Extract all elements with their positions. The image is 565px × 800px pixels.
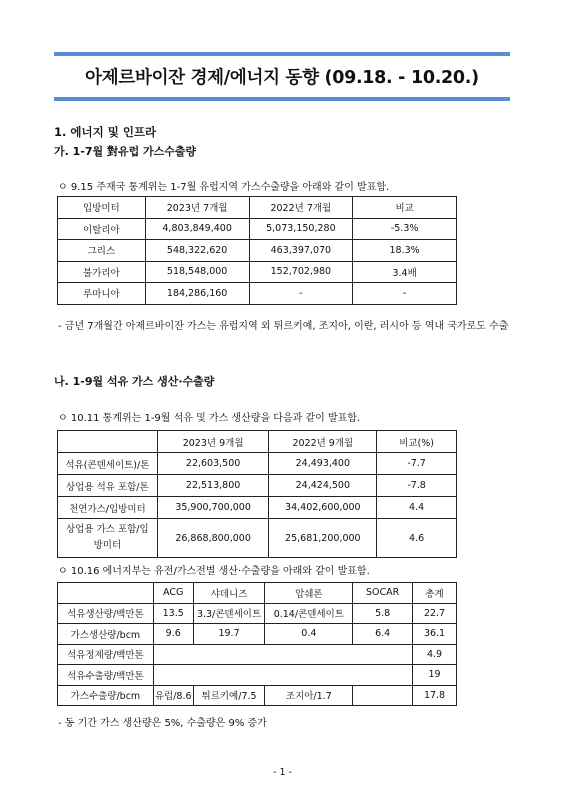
table-cell: 548,322,620 <box>145 240 249 262</box>
table-header-row <box>58 431 457 453</box>
field-production-table <box>57 582 457 706</box>
table-cell: 3.4배 <box>353 261 457 283</box>
table-cell: 불가리아 <box>58 261 146 283</box>
table-header-cell: 총계 <box>413 583 457 604</box>
table-cell: 그리스 <box>58 240 146 262</box>
table-header-cell <box>58 583 154 604</box>
note-gas-export-other: - 금년 7개월간 아제르바이잔 가스는 유럽지역 외 튀르키예, 조지아, 이란, 러시아 등 역내 국가로도 수출 <box>58 321 509 332</box>
table-header-cell: 압쉐론 <box>265 583 353 604</box>
table-header-cell <box>58 431 158 453</box>
table-cell: 5,073,150,280 <box>249 218 353 240</box>
table-cell: 4.9 <box>413 644 457 665</box>
table-cell: 152,702,980 <box>249 261 353 283</box>
table-cell: 22,603,500 <box>157 453 269 475</box>
table-row <box>58 519 457 558</box>
table-cell: 463,397,070 <box>249 240 353 262</box>
table-header-cell: 2022년 9개월 <box>269 431 377 453</box>
gas-export-table <box>57 196 457 305</box>
table-cell: 22.7 <box>413 603 457 624</box>
table-header-row <box>58 197 457 219</box>
title-top-rule <box>54 52 510 56</box>
table-cell: 0.4 <box>265 624 353 645</box>
table-row <box>58 218 457 240</box>
table-header-cell: 비교(%) <box>377 431 457 453</box>
table-cell: 석유수출량/백만톤 <box>58 665 154 686</box>
table-row <box>58 497 457 519</box>
table-cell: 4.4 <box>377 497 457 519</box>
table-cell: 상업용 석유 포함/톤 <box>58 475 158 497</box>
table-cell: -7.7 <box>377 453 457 475</box>
table-header-cell: 비교 <box>353 197 457 219</box>
page-title: 아제르바이잔 경제/에너지 동향 (09.18. - 10.20.) <box>85 68 479 88</box>
table-cell: 석유생산량/백만톤 <box>58 603 154 624</box>
table-row <box>58 283 457 305</box>
table-row <box>58 685 457 706</box>
table-cell: 이탈리아 <box>58 218 146 240</box>
table-header-cell: 2023년 7개월 <box>145 197 249 219</box>
table-cell: 26,868,800,000 <box>157 519 269 558</box>
table-cell: 19 <box>413 665 457 686</box>
table-header-cell: SOCAR <box>353 583 413 604</box>
table-cell: 4,803,849,400 <box>145 218 249 240</box>
table-cell: 19.7 <box>193 624 265 645</box>
paragraph-field-production-intro: ㅇ 10.16 에너지부는 유전/가스전별 생산·수출량을 아래와 같이 발표함. <box>58 566 370 577</box>
table-cell: 가스수출량/bcm <box>58 685 154 706</box>
section-heading-energy: 1. 에너지 및 인프라 <box>54 125 157 139</box>
title-bottom-rule <box>54 97 510 101</box>
table-cell: 17.8 <box>413 685 457 706</box>
table-header-row <box>58 583 457 604</box>
table-cell: 루마니아 <box>58 283 146 305</box>
table-row <box>58 644 457 665</box>
table-row <box>58 475 457 497</box>
table-cell: 36.1 <box>413 624 457 645</box>
oil-gas-production-table <box>57 430 457 558</box>
table-cell: 4.6 <box>377 519 457 558</box>
table-row <box>58 240 457 262</box>
table-cell: -7.8 <box>377 475 457 497</box>
table-header-cell: 2023년 9개월 <box>157 431 269 453</box>
table-cell: 천연가스/입방미터 <box>58 497 158 519</box>
table-cell: 18.3% <box>353 240 457 262</box>
table-cell: 25,681,200,000 <box>269 519 377 558</box>
table-cell: 13.5 <box>153 603 193 624</box>
paragraph-production-intro: ㅇ 10.11 통계위는 1-9월 석유 및 가스 생산량을 다음과 같이 발표함. <box>58 413 361 424</box>
table-row <box>58 624 457 645</box>
table-header-cell: 샤데니즈 <box>193 583 265 604</box>
table-cell: - <box>249 283 353 305</box>
table-cell: 0.14/콘덴세이트 <box>265 603 353 624</box>
table-cell: 34,402,600,000 <box>269 497 377 519</box>
table-cell: 24,493,400 <box>269 453 377 475</box>
paragraph-gas-export-intro: ㅇ 9.15 주재국 통계위는 1-7월 유럽지역 가스수출량을 아래와 같이 발표함. <box>58 182 390 193</box>
table-cell: 3.3/콘덴세이트 <box>193 603 265 624</box>
table-cell: -5.3% <box>353 218 457 240</box>
table-cell: 5.8 <box>353 603 413 624</box>
table-cell: 9.6 <box>153 624 193 645</box>
table-header-cell: 입방미터 <box>58 197 146 219</box>
subsection-heading-oil-gas-production: 나. 1-9월 석유 가스 생산·수출량 <box>54 375 215 388</box>
table-cell: 가스생산량/bcm <box>58 624 154 645</box>
table-row <box>58 665 457 686</box>
table-cell: 24,424,500 <box>269 475 377 497</box>
table-row <box>58 453 457 475</box>
table-cell: 35,900,700,000 <box>157 497 269 519</box>
table-header-cell: ACG <box>153 583 193 604</box>
table-cell <box>353 685 413 706</box>
table-cell-empty <box>153 665 412 686</box>
table-row <box>58 261 457 283</box>
note-production-increase: - 동 기간 가스 생산량은 5%, 수출량은 9% 증가 <box>58 718 267 729</box>
table-cell: 518,548,000 <box>145 261 249 283</box>
table-row <box>58 603 457 624</box>
table-cell: 184,286,160 <box>145 283 249 305</box>
table-cell: - <box>353 283 457 305</box>
table-cell: 튀르키예/7.5 <box>193 685 265 706</box>
table-cell: 유럽/8.6 <box>153 685 193 706</box>
table-cell: 석유(콘덴세이트)/톤 <box>58 453 158 475</box>
table-cell-empty <box>153 644 412 665</box>
page-number: - 1 - <box>273 767 292 778</box>
subsection-heading-gas-export: 가. 1-7월 對유럽 가스수출량 <box>54 145 197 158</box>
table-cell: 6.4 <box>353 624 413 645</box>
table-cell: 상업용 가스 포함/입방미터 <box>58 519 158 558</box>
table-cell: 석유정제량/백만톤 <box>58 644 154 665</box>
table-cell: 22,513,800 <box>157 475 269 497</box>
table-cell: 조지아/1.7 <box>265 685 353 706</box>
table-header-cell: 2022년 7개월 <box>249 197 353 219</box>
